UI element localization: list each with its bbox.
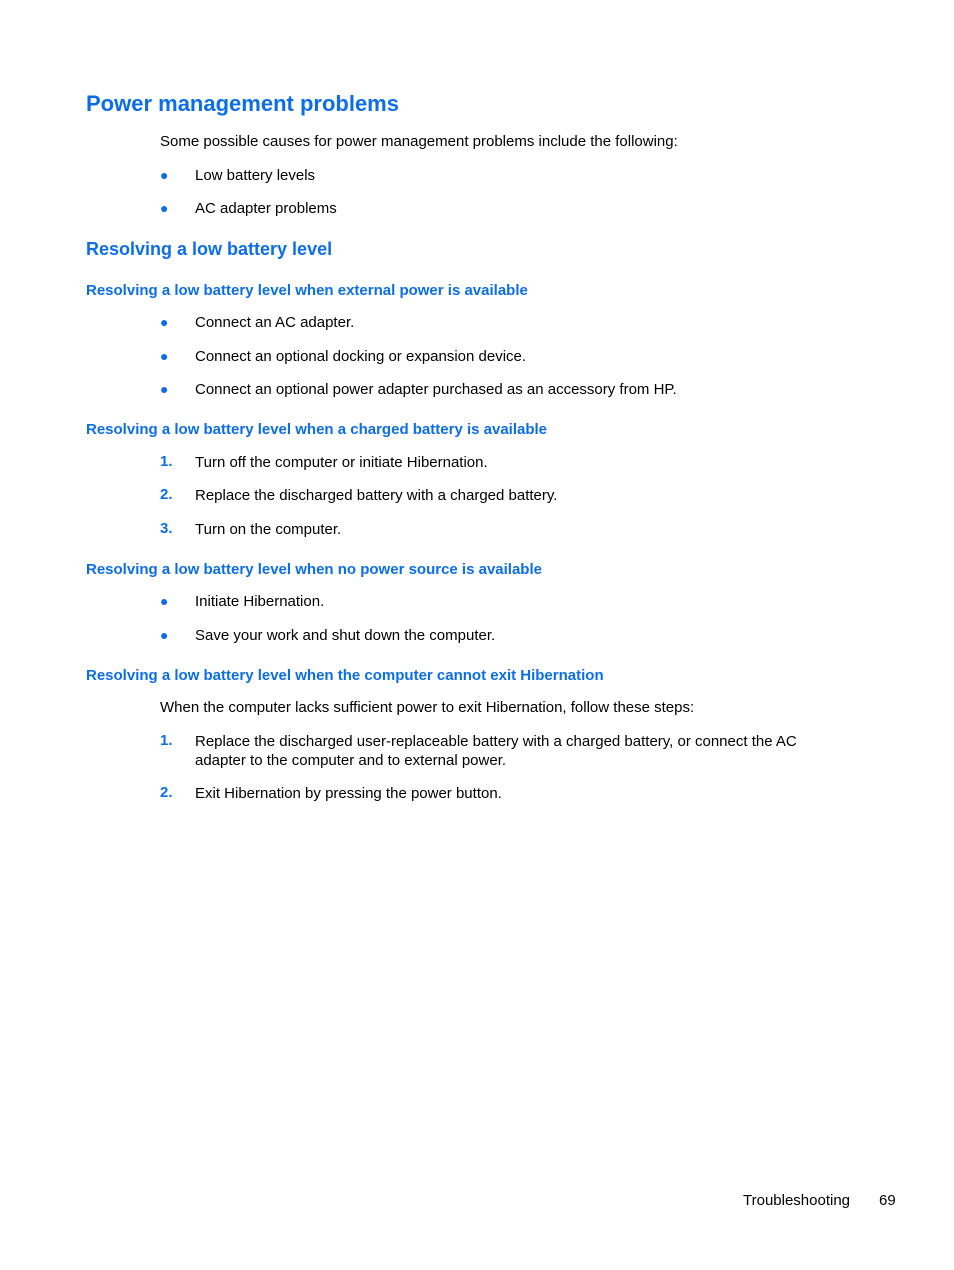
bullet-marker: ● — [160, 348, 169, 364]
step-number: 3. — [160, 520, 173, 537]
step-number: 1. — [160, 732, 173, 749]
list-item: Connect an optional power adapter purchased as an accessory from HP. — [195, 381, 677, 398]
subsection-heading: Resolving a low battery level when external power is available — [86, 282, 528, 299]
subsection-heading: Resolving a low battery level when the computer cannot exit Hibernation — [86, 667, 604, 684]
list-item: AC adapter problems — [195, 200, 337, 217]
page-title: Power management problems — [86, 91, 399, 116]
step-text: Turn off the computer or initiate Hibernation. — [195, 454, 488, 471]
bullet-marker: ● — [160, 200, 169, 216]
step-number: 2. — [160, 486, 173, 503]
list-item: Low battery levels — [195, 167, 316, 184]
bullet-marker: ● — [160, 627, 169, 643]
step-text: Replace the discharged user-replaceable battery with a charged battery, or connect the AC adapter to the computer and to external power. — [195, 733, 797, 769]
section-heading: Resolving a low battery level — [86, 239, 333, 259]
intro-text: Some possible causes for power management problems include the following: — [160, 133, 678, 150]
step-text: Turn on the computer. — [195, 521, 342, 538]
footer-section: Troubleshooting — [743, 1192, 851, 1209]
page-number: 69 — [879, 1192, 896, 1209]
list-item: Save your work and shut down the computer. — [195, 627, 496, 644]
section-intro: When the computer lacks sufficient power to exit Hibernation, follow these steps: — [160, 699, 695, 716]
subsection-heading: Resolving a low battery level when a charged battery is available — [86, 421, 548, 438]
list-item: Connect an AC adapter. — [195, 314, 355, 331]
list-item: Connect an optional docking or expansion device. — [195, 348, 527, 365]
step-number: 2. — [160, 784, 173, 801]
step-text: Exit Hibernation by pressing the power button. — [195, 785, 502, 802]
bullet-marker: ● — [160, 167, 169, 183]
subsection-heading: Resolving a low battery level when no power source is available — [86, 561, 542, 578]
step-number: 1. — [160, 453, 173, 470]
step-text: Replace the discharged battery with a charged battery. — [195, 487, 558, 504]
bullet-marker: ● — [160, 314, 169, 330]
bullet-marker: ● — [160, 381, 169, 397]
bullet-marker: ● — [160, 593, 169, 609]
list-item: Initiate Hibernation. — [195, 593, 325, 610]
